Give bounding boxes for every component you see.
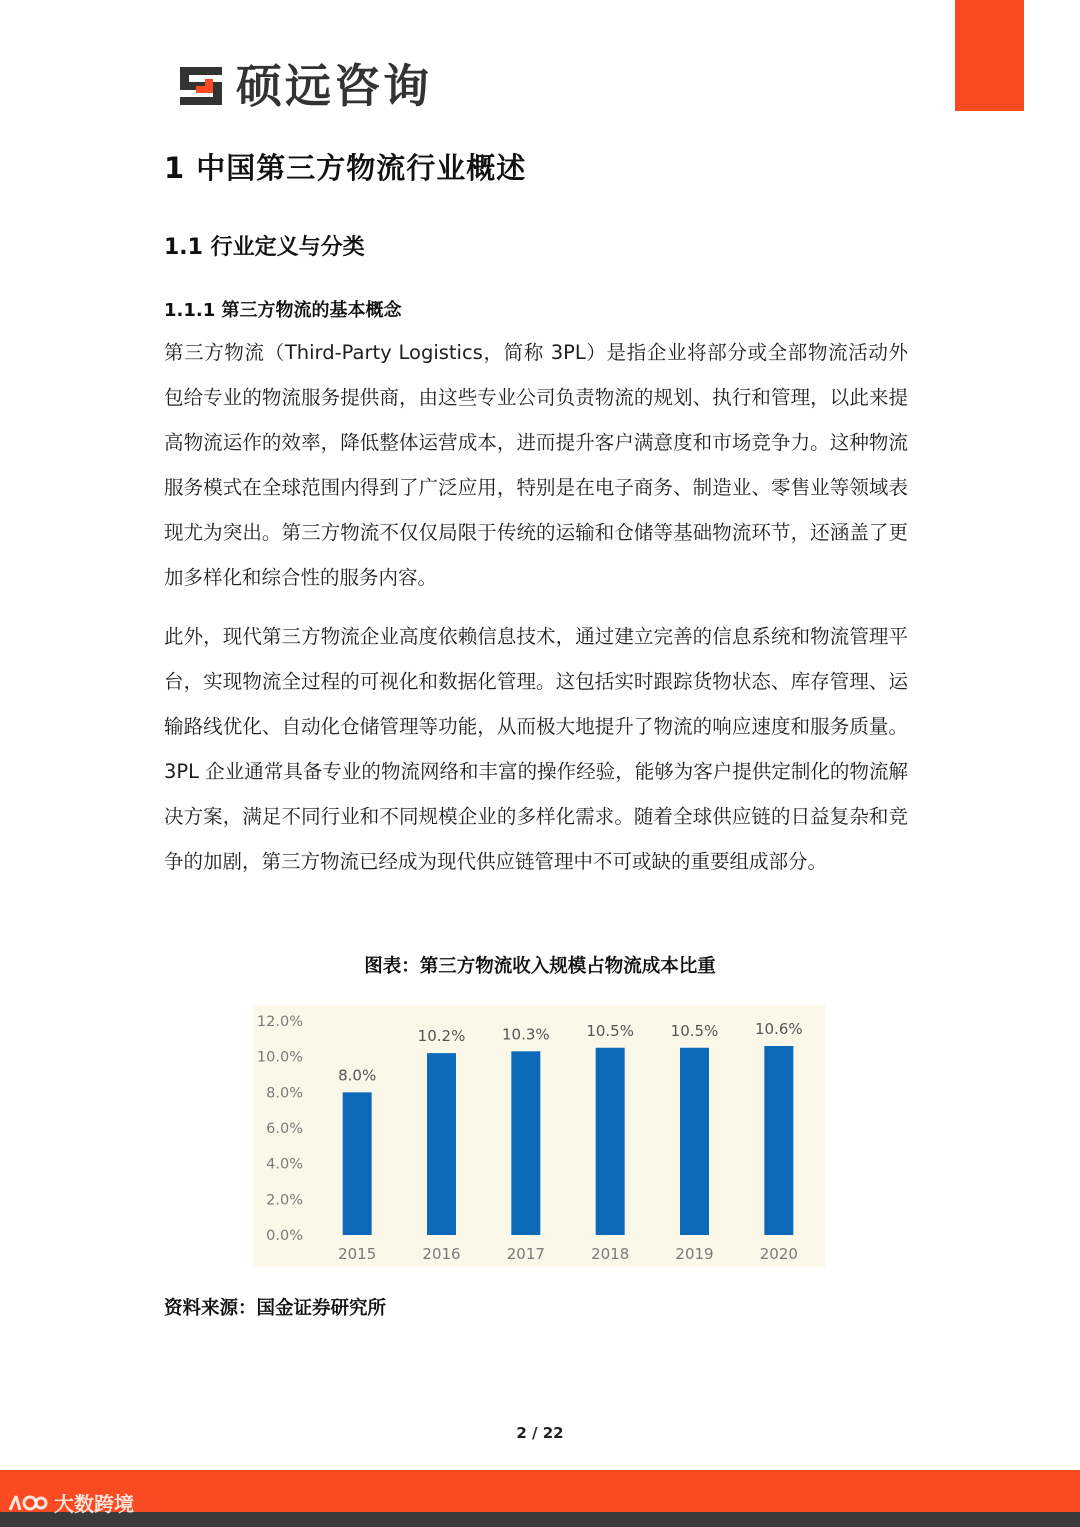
section-heading-1: 1 中国第三方物流行业概述	[164, 151, 527, 185]
y-tick-label: 10.0%	[256, 1049, 303, 1066]
bar-chart-svg	[253, 1005, 825, 1267]
page-number: 2 / 22	[516, 1424, 564, 1442]
data-label: 10.3%	[502, 1025, 550, 1044]
brand-name: 硕远咨询	[236, 59, 432, 113]
y-tick-label: 4.0%	[266, 1156, 303, 1173]
y-tick-label: 12.0%	[256, 1014, 303, 1030]
bar-2020	[764, 1046, 793, 1235]
x-tick-label: 2016	[422, 1245, 461, 1263]
section-heading-1-1: 1.1 行业定义与分类	[164, 235, 365, 260]
bar-2015	[343, 1092, 372, 1235]
bar-2018	[596, 1048, 625, 1235]
figure-source: 资料来源：国金证券研究所	[164, 1298, 387, 1319]
x-tick-label: 2017	[506, 1245, 545, 1263]
watermark-text: 大数跨境	[54, 1492, 134, 1516]
y-tick-label: 8.0%	[266, 1085, 303, 1102]
x-tick-label: 2015	[338, 1245, 377, 1263]
corner-accent-tab	[955, 0, 1024, 111]
bar-2019	[680, 1048, 709, 1235]
section-heading-1-1-1: 1.1.1 第三方物流的基本概念	[164, 300, 402, 321]
y-tick-label: 0.0%	[266, 1228, 303, 1244]
data-label: 10.5%	[670, 1021, 719, 1040]
watermark-logo-icon	[8, 1492, 48, 1514]
y-tick-label: 2.0%	[266, 1192, 303, 1209]
data-label: 8.0%	[338, 1066, 377, 1085]
figure-caption: 图表：第三方物流收入规模占物流成本比重	[364, 956, 716, 977]
brand-header	[176, 58, 432, 114]
x-tick-label: 2018	[591, 1245, 630, 1263]
data-label: 10.6%	[755, 1019, 803, 1038]
bar-2017	[511, 1051, 540, 1235]
watermark	[8, 1488, 134, 1517]
data-label: 10.2%	[417, 1027, 466, 1046]
brand-logo-icon	[176, 61, 226, 111]
x-tick-label: 2020	[759, 1245, 798, 1263]
data-label: 10.5%	[586, 1021, 634, 1040]
footer-dark-strip	[0, 1512, 1080, 1527]
body-paragraph-1: 第三方物流（Third-Party Logistics，简称 3PL）是指企业将部分或全部物流活动外包给专业的物流服务提供商，由这些专业公司负责物流的规划、执行和管理，以此来提高物流运作的效率，降低整体运营成本，进而提升客户满意度和市场竞争力。这种物流服务模式在全球范围内得到了广泛应用，特别是在电子商务、制造业、零售业等领域表现尤为突出。第三方物流不仅仅局限于传统的运输和仓储等基础物流环节，还涵盖了更加多样化和综合性的服务内容。	[164, 341, 908, 589]
x-tick-label: 2019	[675, 1245, 714, 1263]
body-paragraph-2: 此外，现代第三方物流企业高度依赖信息技术，通过建立完善的信息系统和物流管理平台，实现物流全过程的可视化和数据化管理。这包括实时跟踪货物状态、库存管理、运输路线优化、自动化仓储管理等功能，从而极大地提升了物流的响应速度和服务质量。3PL 企业通常具备专业的物流网络和丰富的操作经验，能够为客户提供定制化的物流解决方案，满足不同行业和不同规模企业的多样化需求。随着全球供应链的日益复杂和竞争的加剧，第三方物流已经成为现代供应链管理中不可或缺的重要组成部分。	[164, 625, 908, 873]
bar-2016	[427, 1053, 456, 1235]
y-tick-label: 6.0%	[266, 1121, 303, 1137]
bar-chart	[253, 1005, 825, 1267]
